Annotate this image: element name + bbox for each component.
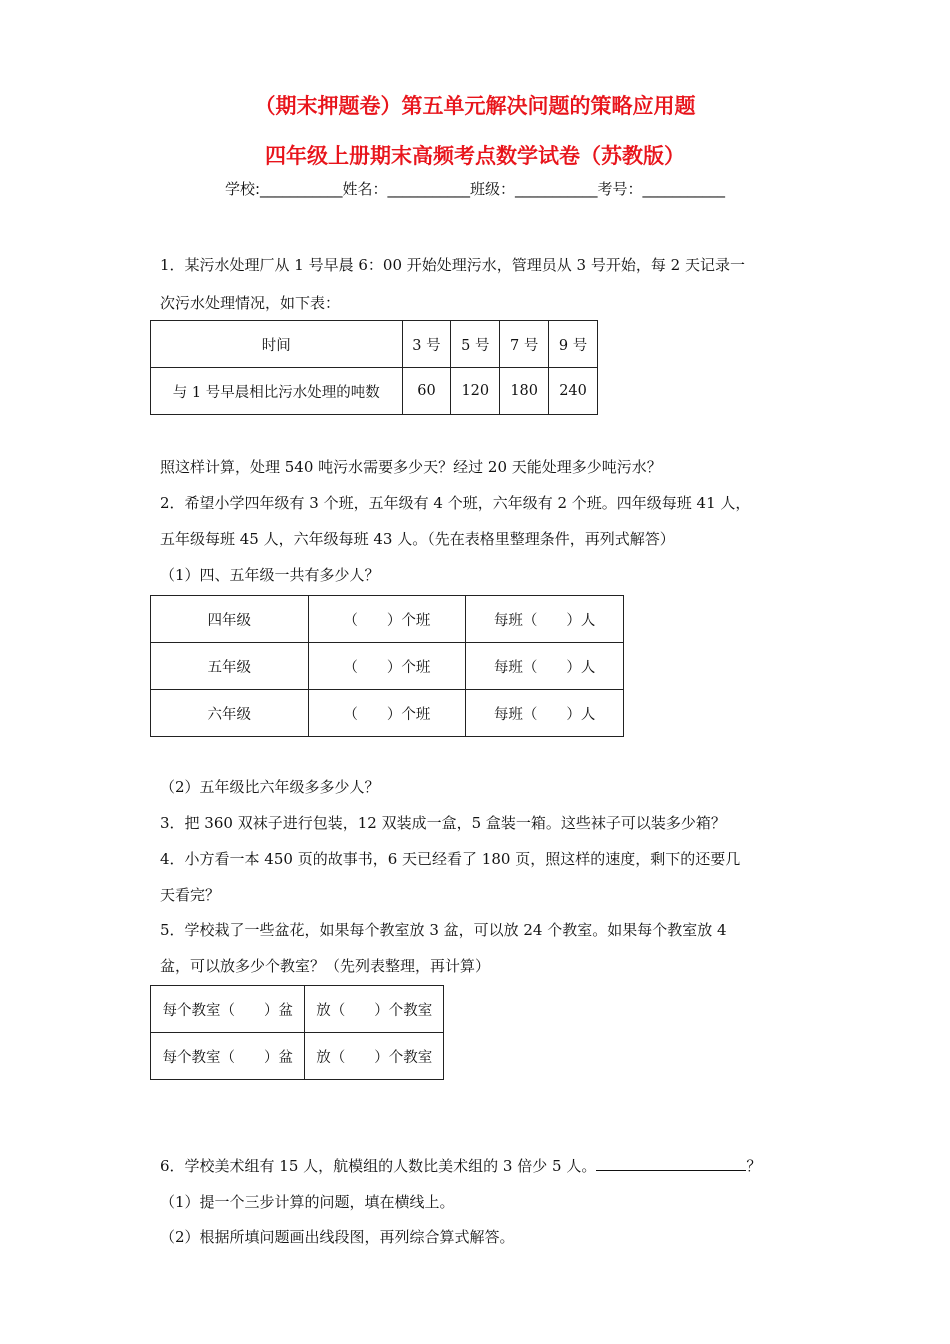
table-cell: 五年级 bbox=[151, 643, 309, 690]
q5-line-2: 盆，可以放多少个教室？（先列表整理，再计算） bbox=[160, 957, 491, 975]
table-cell: 每个教室（ ）盆 bbox=[151, 986, 305, 1033]
table-row bbox=[151, 1033, 444, 1080]
table-cell: （ ）个班 bbox=[308, 690, 466, 737]
student-info-line: 学校:___________姓名：___________班级：___________考号：___________ bbox=[224, 180, 726, 198]
q2-sub-1: （1）四、五年级一共有多少人？ bbox=[160, 566, 380, 584]
q6-line-1 bbox=[160, 1155, 761, 1176]
q6-text: 6．学校美术组有 15 人，航模组的人数比美术组的 3 倍少 5 人。 bbox=[160, 1157, 597, 1175]
table-cell: 放（ ）个教室 bbox=[305, 1033, 444, 1080]
table-cell: 每班（ ）人 bbox=[466, 643, 624, 690]
table-cell: 3 号 bbox=[402, 321, 451, 368]
table-cell: 每班（ ）人 bbox=[466, 690, 624, 737]
table-row bbox=[151, 368, 598, 415]
q4-line-1: 4．小方看一本 450 页的故事书，6 天已经看了 180 页，照这样的速度，剩下的还要几 bbox=[160, 850, 741, 868]
table-cell: 放（ ）个教室 bbox=[305, 986, 444, 1033]
table-cell: 240 bbox=[549, 368, 598, 415]
table-row bbox=[151, 643, 624, 690]
q6-sub-2: （2）根据所填问题画出线段图，再列综合算式解答。 bbox=[160, 1228, 515, 1246]
q2-line-1: 2．希望小学四年级有 3 个班，五年级有 4 个班，六年级有 2 个班。四年级每班 41 人， bbox=[160, 494, 751, 512]
table-cell: 5 号 bbox=[451, 321, 500, 368]
q1-line-2: 次污水处理情况，如下表： bbox=[160, 294, 341, 312]
answer-blank[interactable] bbox=[596, 1156, 746, 1171]
q1-table bbox=[150, 320, 598, 415]
table-row bbox=[151, 321, 598, 368]
q2-table bbox=[150, 595, 624, 737]
q1-line-1: 1．某污水处理厂从 1 号早晨 6：00 开始处理污水，管理员从 3 号开始，每 2 天记录一 bbox=[160, 256, 745, 274]
table-cell: 60 bbox=[402, 368, 451, 415]
q2-line-2: 五年级每班 45 人，六年级每班 43 人。（先在表格里整理条件，再列式解答） bbox=[160, 530, 675, 548]
table-cell: 180 bbox=[500, 368, 549, 415]
table-row bbox=[151, 690, 624, 737]
table-cell: 9 号 bbox=[549, 321, 598, 368]
q3-text: 3．把 360 双袜子进行包装，12 双装成一盒，5 盒装一箱。这些袜子可以装多少箱？ bbox=[160, 814, 726, 832]
table-cell: 7 号 bbox=[500, 321, 549, 368]
q6-question-mark: ？ bbox=[746, 1157, 762, 1175]
table-cell: 与 1 号早晨相比污水处理的吨数 bbox=[151, 368, 403, 415]
table-cell: 六年级 bbox=[151, 690, 309, 737]
table-row bbox=[151, 986, 444, 1033]
title-line-1: （期末押题卷）第五单元解决问题的策略应用题 bbox=[254, 94, 696, 118]
table-cell: 四年级 bbox=[151, 596, 309, 643]
table-cell: 每个教室（ ）盆 bbox=[151, 1033, 305, 1080]
title-line-2: 四年级上册期末高频考点数学试卷（苏教版） bbox=[265, 144, 685, 168]
q4-line-2: 天看完？ bbox=[160, 886, 221, 904]
q1-question: 照这样计算，处理 540 吨污水需要多少天？经过 20 天能处理多少吨污水？ bbox=[160, 458, 662, 476]
q6-sub-1: （1）提一个三步计算的问题，填在横线上。 bbox=[160, 1193, 455, 1211]
q5-line-1: 5．学校栽了一些盆花，如果每个教室放 3 盆，可以放 24 个教室。如果每个教室放 4 bbox=[160, 921, 727, 939]
q2-sub-2: （2）五年级比六年级多多少人？ bbox=[160, 778, 380, 796]
table-cell: （ ）个班 bbox=[308, 643, 466, 690]
table-cell: 120 bbox=[451, 368, 500, 415]
table-cell: 时间 bbox=[151, 321, 403, 368]
table-row bbox=[151, 596, 624, 643]
table-cell: （ ）个班 bbox=[308, 596, 466, 643]
table-cell: 每班（ ）人 bbox=[466, 596, 624, 643]
q5-table bbox=[150, 985, 444, 1080]
